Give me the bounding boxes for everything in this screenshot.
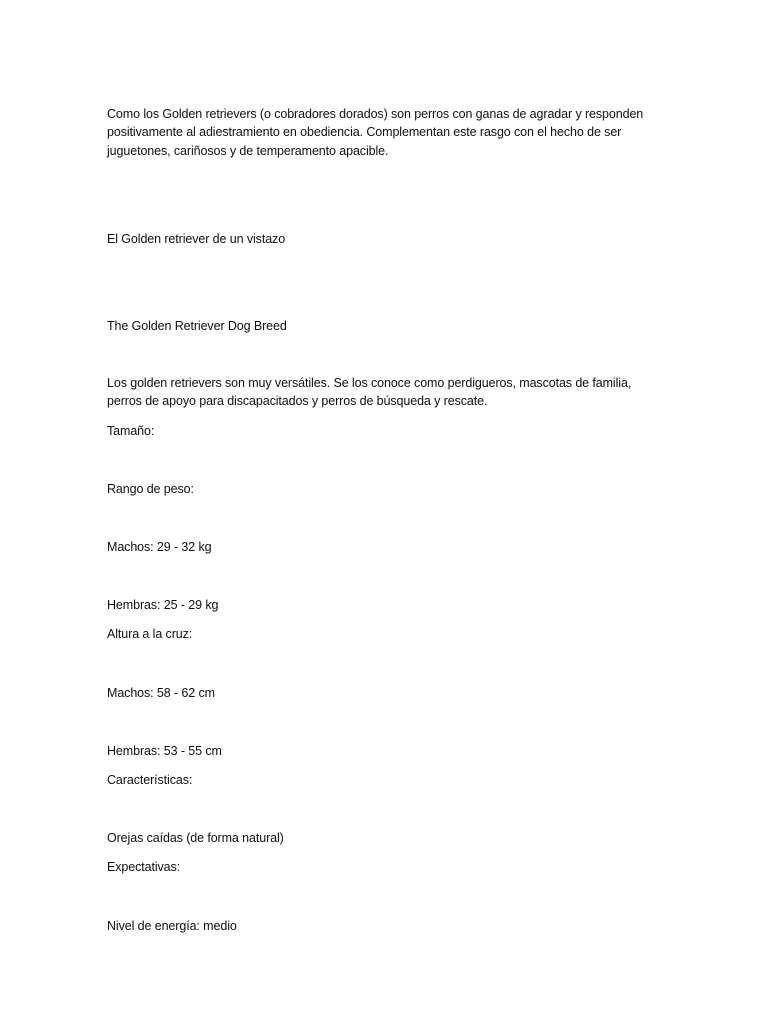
male-height: Machos: 58 - 62 cm [107, 685, 215, 700]
versatility-paragraph: Los golden retrievers son muy versátiles. Se los conoce como perdigueros, mascotas de familia, perros de apoyo para discapacitados y perros de búsqueda y rescate. [107, 375, 632, 408]
female-height: Hembras: 53 - 55 cm [107, 743, 222, 758]
male-weight: Machos: 29 - 32 kg [107, 539, 212, 554]
expectations-label: Expectativas: [107, 859, 181, 874]
weight-range-label: Rango de peso: [107, 481, 194, 496]
breed-heading: The Golden Retriever Dog Breed [107, 318, 287, 333]
energy-level: Nivel de energía: medio [107, 918, 237, 933]
intro-paragraph: Como los Golden retrievers (o cobradores dorados) son perros con ganas de agradar y responden positivamente al adiestramiento en obediencia. Complementan este rasgo con el hecho de ser juguetones, cariñosos y de temperamento apacible. [107, 106, 644, 158]
height-label: Altura a la cruz: [107, 626, 193, 641]
glance-heading: El Golden retriever de un vistazo [107, 231, 286, 246]
female-weight: Hembras: 25 - 29 kg [107, 597, 219, 612]
size-label: Tamaño: [107, 423, 155, 438]
ears-characteristic: Orejas caídas (de forma natural) [107, 830, 284, 845]
characteristics-label: Características: [107, 772, 193, 787]
